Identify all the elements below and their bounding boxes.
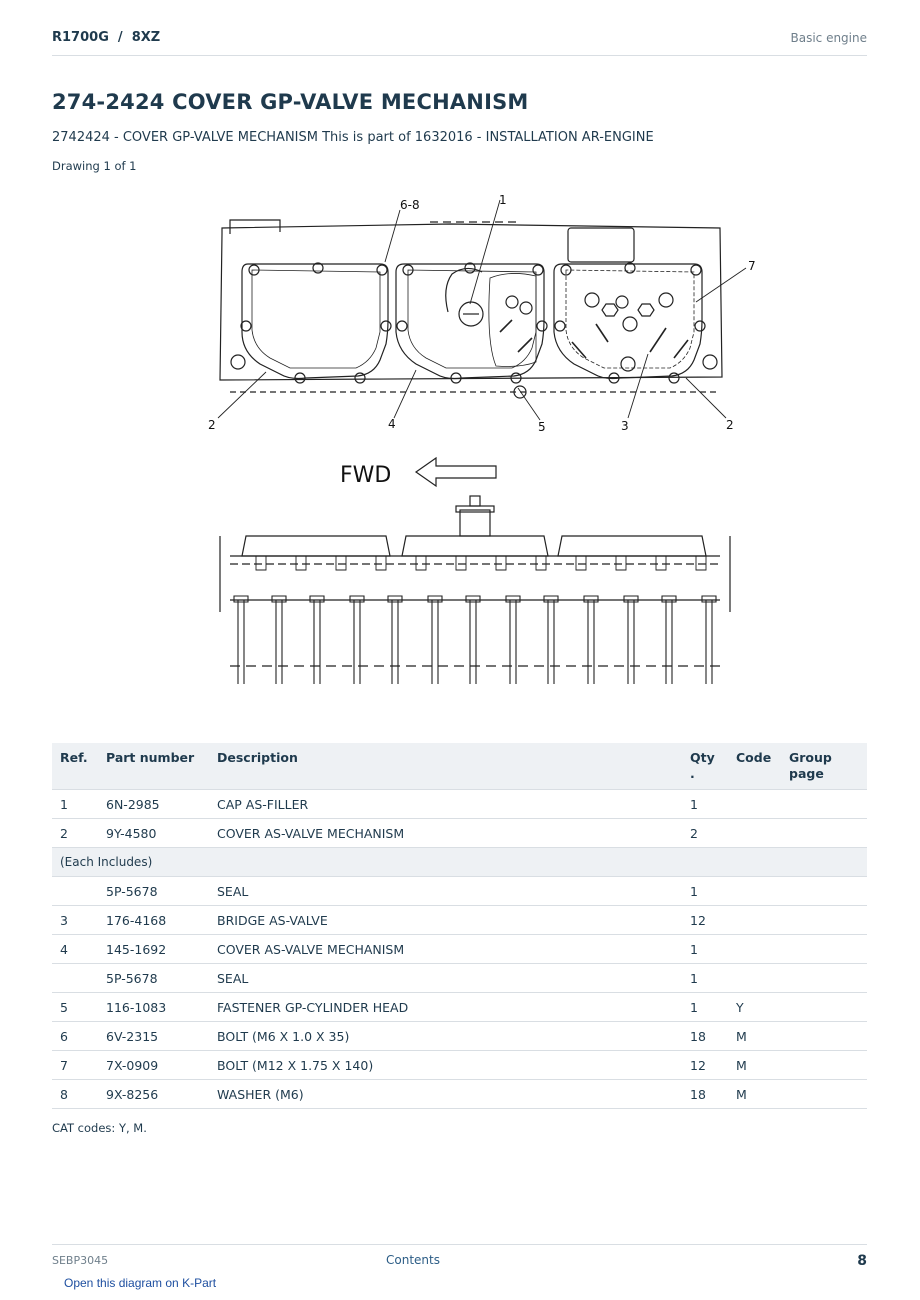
group-note-row xyxy=(52,848,867,877)
description-cell: SEAL xyxy=(209,877,682,906)
qty-cell: 1 xyxy=(682,935,728,964)
valve-bolt-side xyxy=(696,556,706,570)
group-note: (Each Includes) xyxy=(52,848,867,877)
ref-cell xyxy=(52,877,98,906)
head-bolt-side xyxy=(234,596,248,684)
filler-neck xyxy=(446,268,482,312)
bolt-boss xyxy=(381,321,391,331)
callout-label: 2 xyxy=(726,418,734,432)
valve-bridge xyxy=(596,324,608,342)
part-number-cell: 9Y-4580 xyxy=(98,819,209,848)
part-number-cell: 5P-5678 xyxy=(98,877,209,906)
valve-bridge xyxy=(650,328,666,352)
bolt-boss xyxy=(377,265,387,275)
head-bolt-side xyxy=(506,596,520,684)
document-id: SEBP3045 xyxy=(52,1254,109,1267)
leader-5 xyxy=(518,388,540,420)
ref-cell xyxy=(52,964,98,993)
table-row xyxy=(52,790,867,819)
page-footer xyxy=(52,1244,867,1275)
valve-spring xyxy=(616,296,628,308)
head-bolt-side xyxy=(624,596,638,684)
valve-spring xyxy=(623,317,637,331)
callout-label: 4 xyxy=(388,417,396,431)
description-cell: COVER AS-VALVE MECHANISM xyxy=(209,819,682,848)
head-bolt-side xyxy=(584,596,598,684)
qty-cell: 1 xyxy=(682,993,728,1022)
code-cell xyxy=(728,935,781,964)
table-row xyxy=(52,935,867,964)
code-cell xyxy=(728,819,781,848)
valve-bolt-side xyxy=(256,556,266,570)
part-number-cell: 7X-0909 xyxy=(98,1051,209,1080)
callout-label: 2 xyxy=(208,418,216,432)
description-cell: WASHER (M6) xyxy=(209,1080,682,1109)
contents-link[interactable]: Contents xyxy=(386,1253,440,1267)
valve-spring xyxy=(585,293,599,307)
group-page-cell xyxy=(781,935,867,964)
valve-bolt-side xyxy=(656,556,666,570)
side-filler-cap xyxy=(456,506,494,512)
description-cell: BOLT (M6 X 1.0 X 35) xyxy=(209,1022,682,1051)
part-number-cell: 176-4168 xyxy=(98,906,209,935)
side-cover-1 xyxy=(242,536,390,556)
head-bolt-side xyxy=(662,596,676,684)
valve-bolt-side xyxy=(416,556,426,570)
fwd-arrow-shape xyxy=(416,458,496,486)
ref-cell: 7 xyxy=(52,1051,98,1080)
valve-cover-2-inner xyxy=(408,270,536,368)
qty-cell: 12 xyxy=(682,906,728,935)
col-header-code: Code xyxy=(728,743,781,790)
page-number: 8 xyxy=(857,1253,867,1269)
leader-1 xyxy=(470,200,500,304)
part-number-cell: 5P-5678 xyxy=(98,964,209,993)
ref-cell: 2 xyxy=(52,819,98,848)
qty-cell: 1 xyxy=(682,877,728,906)
code-cell: M xyxy=(728,1080,781,1109)
group-page-cell xyxy=(781,877,867,906)
leader-2-right xyxy=(686,378,726,418)
part-number-cell: 116-1083 xyxy=(98,993,209,1022)
description-cell: BOLT (M12 X 1.75 X 140) xyxy=(209,1051,682,1080)
head-bolt-side xyxy=(388,596,402,684)
table-header-row xyxy=(52,743,867,790)
head-bolt-side xyxy=(428,596,442,684)
leader-6-8 xyxy=(385,210,400,262)
valve-spring xyxy=(520,302,532,314)
side-cover-2 xyxy=(402,536,548,556)
cat-codes-note: CAT codes: Y, M. xyxy=(52,1121,147,1135)
group-page-cell xyxy=(781,906,867,935)
callout-label: 3 xyxy=(621,419,629,433)
description-cell: CAP AS-FILLER xyxy=(209,790,682,819)
valve-cover-3-gasket xyxy=(566,270,694,368)
description-cell: SEAL xyxy=(209,964,682,993)
valve-bolt-side xyxy=(456,556,466,570)
part-number-cell: 9X-8256 xyxy=(98,1080,209,1109)
bolt-boss xyxy=(669,373,679,383)
col-header-qty: Qty . xyxy=(682,743,728,790)
group-page-cell xyxy=(781,1051,867,1080)
parts-table xyxy=(52,743,867,1109)
hex-nut xyxy=(638,304,654,316)
table-row xyxy=(52,877,867,906)
valve-bridge xyxy=(518,338,532,352)
side-cover-3 xyxy=(558,536,706,556)
code-cell: M xyxy=(728,1022,781,1051)
qty-cell: 12 xyxy=(682,1051,728,1080)
head-bolt xyxy=(231,355,245,369)
bolt-boss xyxy=(533,265,543,275)
table-row xyxy=(52,964,867,993)
col-header-group-page: Group page xyxy=(781,743,867,790)
head-bolt-side xyxy=(544,596,558,684)
side-filler-neck xyxy=(460,510,490,536)
ref-cell: 5 xyxy=(52,993,98,1022)
callout-label: 1 xyxy=(499,193,507,207)
exposed-rocker-area xyxy=(489,273,536,366)
code-cell xyxy=(728,790,781,819)
valve-bridge xyxy=(674,340,688,358)
group-page-cell xyxy=(781,993,867,1022)
valve-bolt-side xyxy=(576,556,586,570)
open-in-kpart-link[interactable]: Open this diagram on K-Part xyxy=(64,1276,217,1290)
section-name: Basic engine xyxy=(790,31,867,45)
ref-cell: 6 xyxy=(52,1022,98,1051)
valve-spring xyxy=(621,357,635,371)
valve-cover-2 xyxy=(396,264,544,379)
bolt-boss xyxy=(555,321,565,331)
valve-bridge xyxy=(500,320,512,332)
col-header-part-number: Part number xyxy=(98,743,209,790)
head-bolt-side xyxy=(272,596,286,684)
leader-3 xyxy=(628,354,648,418)
breather-housing xyxy=(568,228,634,262)
description-cell: BRIDGE AS-VALVE xyxy=(209,906,682,935)
bolt-boss xyxy=(695,321,705,331)
part-number-cell: 6V-2315 xyxy=(98,1022,209,1051)
drawing-label: Drawing 1 of 1 xyxy=(52,159,137,173)
model-serial: R1700G / 8XZ xyxy=(52,30,161,45)
fwd-label: FWD xyxy=(340,463,392,488)
code-cell xyxy=(728,964,781,993)
bolt-boss xyxy=(355,373,365,383)
side-filler-knob xyxy=(470,496,480,506)
bolt-boss xyxy=(691,265,701,275)
table-row xyxy=(52,1022,867,1051)
valve-bolt-side xyxy=(296,556,306,570)
table-row xyxy=(52,993,867,1022)
code-cell: M xyxy=(728,1051,781,1080)
description-cell: FASTENER GP-CYLINDER HEAD xyxy=(209,993,682,1022)
valve-spring xyxy=(506,296,518,308)
valve-cover-3 xyxy=(554,264,702,379)
table-row xyxy=(52,906,867,935)
col-header-description: Description xyxy=(209,743,682,790)
table-row xyxy=(52,1080,867,1109)
qty-cell: 2 xyxy=(682,819,728,848)
valve-bolt-side xyxy=(496,556,506,570)
part-number-cell: 6N-2985 xyxy=(98,790,209,819)
bolt-boss xyxy=(397,321,407,331)
valve-spring xyxy=(659,293,673,307)
head-bolt-side xyxy=(702,596,716,684)
part-number-cell: 145-1692 xyxy=(98,935,209,964)
qty-cell: 1 xyxy=(682,790,728,819)
valve-bolt-side xyxy=(616,556,626,570)
group-page-cell xyxy=(781,790,867,819)
head-bolt-side xyxy=(350,596,364,684)
bolt-boss xyxy=(537,321,547,331)
valve-cover-1-inner xyxy=(252,270,380,368)
code-cell: Y xyxy=(728,993,781,1022)
table-row xyxy=(52,1051,867,1080)
ref-cell: 4 xyxy=(52,935,98,964)
group-page-cell xyxy=(781,1022,867,1051)
leader-4 xyxy=(394,370,416,418)
page-title: 274-2424 COVER GP-VALVE MECHANISM xyxy=(52,90,529,114)
head-bolt-side xyxy=(466,596,480,684)
ref-cell: 3 xyxy=(52,906,98,935)
callout-label: 5 xyxy=(538,420,546,434)
hex-nut xyxy=(602,304,618,316)
head-bolt xyxy=(703,355,717,369)
code-cell xyxy=(728,877,781,906)
head-bolt-side xyxy=(310,596,324,684)
diagram-svg xyxy=(190,192,760,692)
exploded-parts-diagram xyxy=(190,192,760,692)
part-subtitle: 2742424 - COVER GP-VALVE MECHANISM This is part of 1632016 - INSTALLATION AR-ENGINE xyxy=(52,130,654,145)
ref-cell: 1 xyxy=(52,790,98,819)
callout-label: 6-8 xyxy=(400,198,420,212)
leader-2-left xyxy=(218,372,266,418)
callout-label: 7 xyxy=(748,259,756,273)
valve-bolt-side xyxy=(536,556,546,570)
description-cell: COVER AS-VALVE MECHANISM xyxy=(209,935,682,964)
table-row xyxy=(52,819,867,848)
page-header xyxy=(52,28,867,56)
group-page-cell xyxy=(781,819,867,848)
valve-bolt-side xyxy=(336,556,346,570)
qty-cell: 1 xyxy=(682,964,728,993)
qty-cell: 18 xyxy=(682,1022,728,1051)
group-page-cell xyxy=(781,964,867,993)
qty-cell: 18 xyxy=(682,1080,728,1109)
col-header-ref: Ref. xyxy=(52,743,98,790)
ref-cell: 8 xyxy=(52,1080,98,1109)
group-page-cell xyxy=(781,1080,867,1109)
code-cell xyxy=(728,906,781,935)
valve-bolt-side xyxy=(376,556,386,570)
